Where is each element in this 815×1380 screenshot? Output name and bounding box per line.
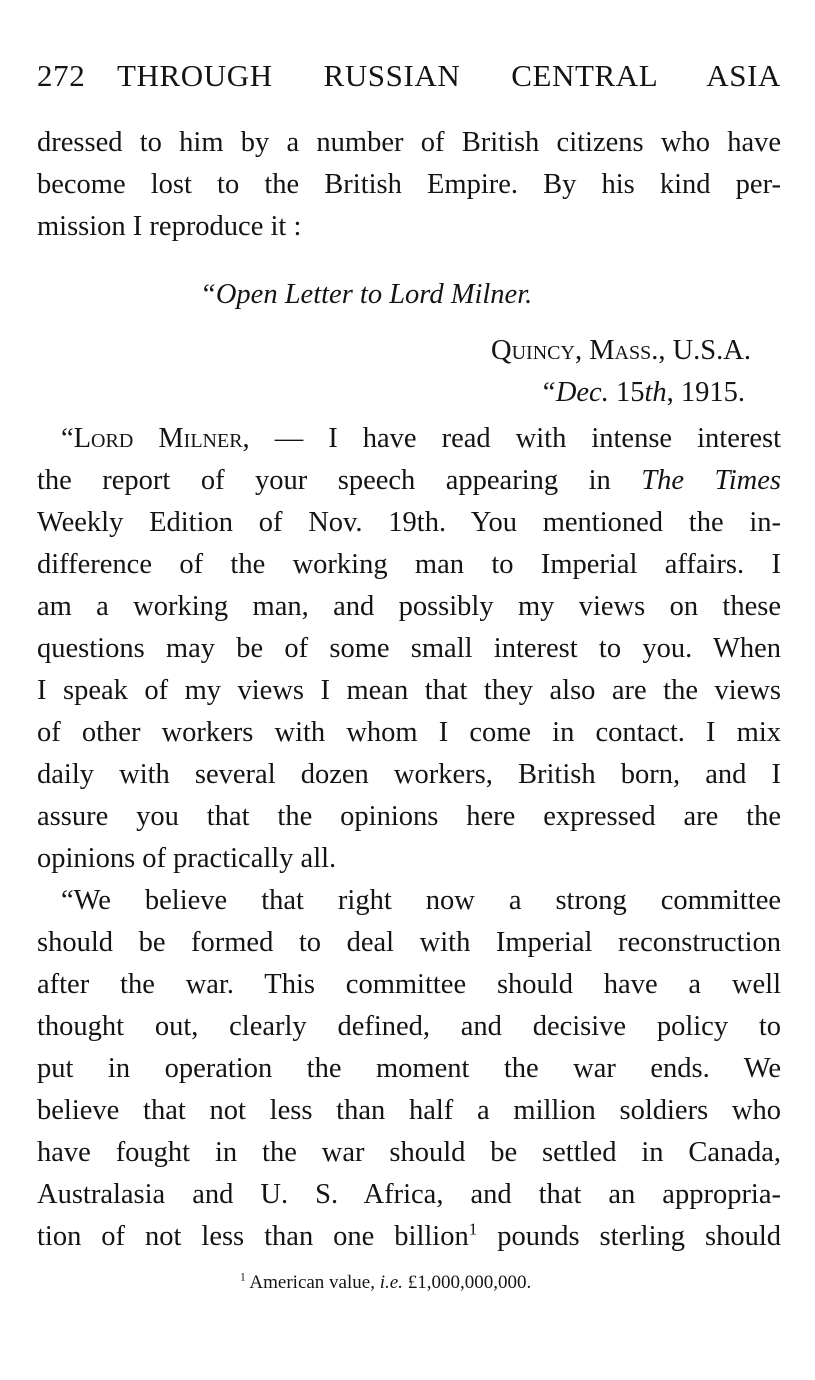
body-line: I speak of my views I mean that they also are the views — [37, 675, 781, 706]
salutation: “Lord Milner, — [61, 423, 250, 454]
text-run: the report of your speech appearing in — [37, 465, 642, 496]
date-year: , 1915. — [666, 377, 745, 408]
body-line: opinions of practically all. — [37, 843, 337, 874]
body-line — [37, 460, 781, 502]
body-line: should be formed to deal with Imperial reconstruction — [37, 927, 781, 958]
footnote — [240, 1270, 660, 1296]
body-line: of other workers with whom I come in contact. I mix — [37, 717, 781, 748]
body-line: daily with several dozen workers, British born, and I — [37, 759, 781, 790]
body-line: Australasia and U. S. Africa, and that an appropria- — [37, 1179, 781, 1210]
page-number: 272 — [37, 58, 86, 93]
footnote-text: £1,000,000,000. — [402, 1272, 532, 1293]
letter-place — [331, 330, 751, 372]
body-line: become lost to the British Empire. By his kind per- — [37, 169, 781, 200]
running-title: THROUGH RUSSIAN CENTRAL ASIA — [117, 58, 781, 93]
footnote-italic: i.e. — [379, 1272, 403, 1293]
body-line: difference of the working man to Imperial affairs. I — [37, 549, 781, 580]
date-prefix: “Dec. — [539, 377, 616, 408]
footnote-reference: 1 — [468, 1219, 478, 1239]
text-run: tion of not less than one billion — [37, 1221, 469, 1252]
newspaper-title: The Times — [641, 465, 781, 496]
body-line: questions may be of some small interest to you. When — [37, 633, 781, 664]
place-text: Quincy, Mass., U.S.A. — [491, 335, 751, 366]
body-line: thought out, clearly defined, and decisive policy to — [37, 1011, 781, 1042]
salutation-rest: — I have read with intense interest — [249, 423, 781, 454]
body-line: after the war. This committee should have a well — [37, 969, 781, 1000]
body-line — [37, 1216, 781, 1258]
date-suffix: th — [644, 377, 667, 408]
salutation-line — [37, 418, 781, 460]
letter-heading: “Open Letter to Lord Milner. — [200, 279, 533, 310]
letter-date — [325, 372, 745, 414]
footnote-text: American value, — [245, 1272, 380, 1293]
text-run: pounds sterling should — [477, 1221, 781, 1252]
body-line: assure you that the opinions here expressed are the — [37, 801, 781, 832]
running-head — [37, 54, 781, 98]
body-line: dressed to him by a number of British citizens who have — [37, 127, 781, 158]
body-line: put in operation the moment the war ends. We — [37, 1053, 781, 1084]
date-day: 15 — [615, 377, 645, 408]
body-line: mission I reproduce it : — [37, 211, 302, 242]
body-line: have fought in the war should be settled in Canada, — [37, 1137, 781, 1168]
footnote-marker: 1 — [240, 1271, 246, 1284]
body-line: am a working man, and possibly my views on these — [37, 591, 781, 622]
body-line: believe that not less than half a million soldiers who — [37, 1095, 781, 1126]
body-line: Weekly Edition of Nov. 19th. You mentioned the in- — [37, 507, 781, 538]
body-line: “We believe that right now a strong committee — [61, 885, 781, 916]
